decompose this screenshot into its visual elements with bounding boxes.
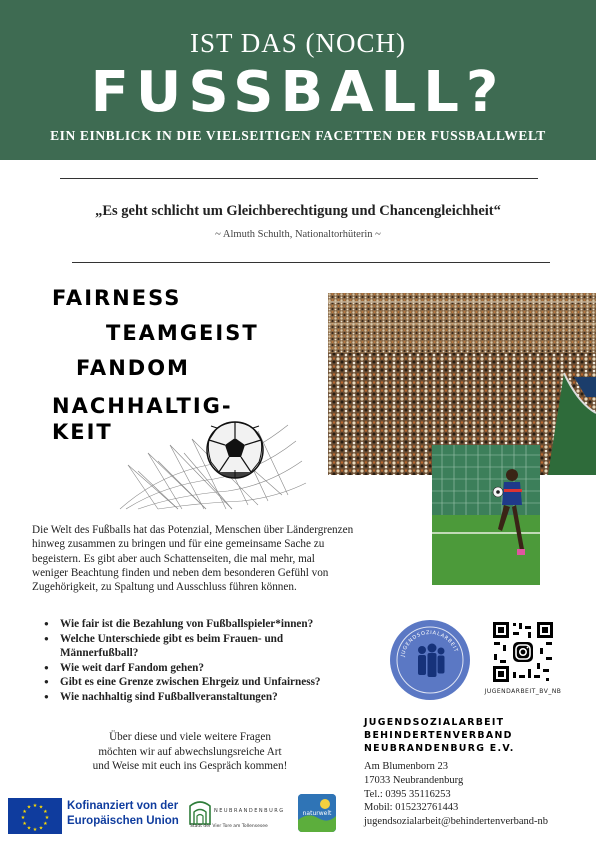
keyword-fandom: FANDOM <box>76 356 190 380</box>
partner-name: NEUBRANDENBURG <box>214 808 285 814</box>
svg-text:★: ★ <box>32 827 38 833</box>
header-kicker: IST DAS (NOCH) <box>189 28 406 58</box>
closing-line: und Weise mit euch ins Gespräch kommen! <box>92 760 288 772</box>
partner-naturwelt-logo <box>298 794 336 832</box>
question-item: ● Wie weit darf Fandom gehen? <box>44 661 374 676</box>
intro-line: Zugehörigkeit, zu Spaltung und Ausschluss führen können. <box>32 581 297 594</box>
intro-line: hinweg zusammen zu bringen und für eine gemeinsame Sache zu <box>32 538 325 551</box>
svg-text:★: ★ <box>22 821 27 827</box>
svg-text:★: ★ <box>26 804 32 811</box>
closing-line: Über diese und viele weitere Fragen <box>109 731 271 743</box>
org-logo <box>390 620 470 700</box>
svg-text:JUGENDSOZIALARBEIT: JUGENDSOZIALARBEIT <box>400 629 459 658</box>
page-title: FUSSBALL? <box>90 60 506 125</box>
closing-paragraph <box>60 730 320 774</box>
intro-line: weniger Beachtung finden und neben dem besonderen Gefühl von <box>32 566 329 579</box>
keyword-keit: KEIT <box>52 420 113 444</box>
intro-line: Die Welt des Fußballs hat das Potenzial, Menschen über Ländergrenzen <box>32 524 354 536</box>
address-city: 17033 Neubrandenburg <box>364 774 464 786</box>
eu-funding-text <box>67 799 187 829</box>
address-street: Am Blumenborn 23 <box>364 761 448 772</box>
keyword-nachhaltig: NACHHALTIG- <box>52 394 233 418</box>
eu-line: Europäischen Union <box>67 815 179 827</box>
intro-paragraph <box>32 523 420 594</box>
question-item: ● Gibt es eine Grenze zwischen Ehrgeiz und Unfairness? <box>44 675 374 690</box>
question-item: ● Welche Unterschiede gibt es beim Frauen- und <box>44 632 374 647</box>
contact-email[interactable]: jugendsozialarbeit@behindertenverband-nb <box>364 816 549 828</box>
partner-sub: Stadt der Vier Tore am Tollensesee <box>190 824 268 829</box>
svg-text:naturwelt: naturwelt <box>302 810 332 817</box>
svg-text:★: ★ <box>43 809 48 815</box>
divider-top <box>60 178 538 179</box>
org-name <box>364 716 594 755</box>
svg-text:★: ★ <box>26 825 32 832</box>
svg-text:★: ★ <box>44 815 50 821</box>
keyword-fairness: FAIRNESS <box>52 286 182 310</box>
question-item-continued: Männerfußball? <box>60 647 139 660</box>
page-subtitle: EIN EINBLICK IN DIE VIELSEITIGEN FACETTEN DER FUSSBALLWELT <box>50 128 546 143</box>
svg-text:★: ★ <box>38 804 44 811</box>
org-line: NEUBRANDENBURG E.V. <box>364 743 515 754</box>
contact-mobile: Mobil: 015232761443 <box>364 802 459 814</box>
qr-label: JUGENDARBEIT_BV_NB <box>484 688 562 695</box>
svg-text:★: ★ <box>43 821 48 827</box>
qr-code-icon[interactable] <box>491 620 555 684</box>
eu-line: Kofinanziert von der <box>67 800 179 812</box>
question-item: ● Wie nachhaltig sind Fußballveranstaltungen? <box>44 690 374 705</box>
org-line: BEHINDERTENVERBAND <box>364 730 513 741</box>
keyword-teamgeist: TEAMGEIST <box>106 321 259 345</box>
contact-block <box>364 760 596 829</box>
city-logo-icon <box>188 798 212 826</box>
svg-text:★: ★ <box>20 815 26 821</box>
org-line: JUGENDSOZIALARBEIT <box>364 717 505 728</box>
divider-bottom <box>72 262 550 263</box>
question-item: ● Wie fair ist die Bezahlung von Fußballspieler*innen? <box>44 617 374 632</box>
svg-text:★: ★ <box>22 809 27 815</box>
eu-flag-icon <box>8 798 62 834</box>
contact-phone: Tel.: 0395 35116253 <box>364 788 451 800</box>
svg-text:★: ★ <box>32 803 38 809</box>
quote-author: ~ Almuth Schulth, Nationaltorhüterin ~ <box>215 229 381 240</box>
football-icon <box>205 420 265 480</box>
player-photo <box>432 445 540 585</box>
intro-line: begeistern. Es gibt aber auch Schattenseiten, die mal mehr, mal <box>32 552 315 565</box>
closing-line: möchten wir auf abwechslungsreiche Art <box>98 745 282 758</box>
question-list <box>44 617 374 705</box>
quote-text: „Es geht schlicht um Gleichberechtigung und Chancengleichheit“ <box>95 203 501 219</box>
svg-text:★: ★ <box>38 825 44 832</box>
